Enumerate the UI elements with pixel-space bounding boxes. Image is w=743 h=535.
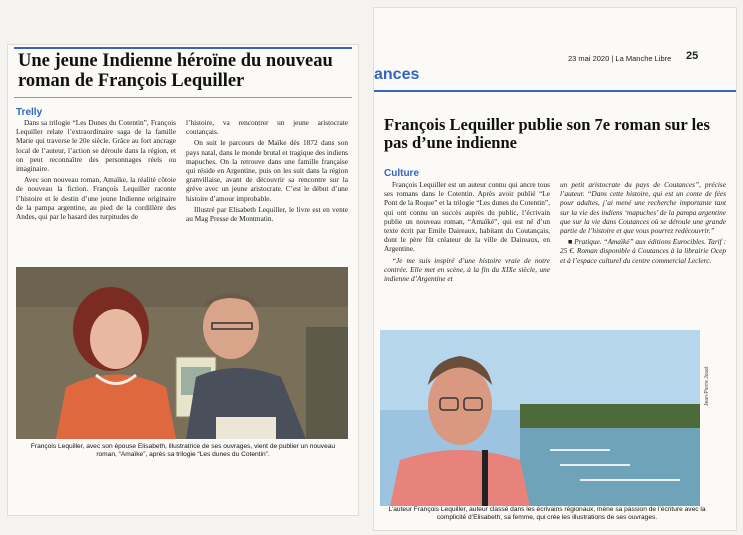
date: 23 mai 2020 [568, 54, 610, 63]
right-col-2 [560, 180, 726, 267]
paragraph: “Je me suis inspiré d’une histoire vraie de notre contrée. Elle met en scène, à la fin du XIXe siècle, une indienne d’Argentine et [384, 255, 550, 284]
right-section: Culture [384, 168, 419, 179]
header-rule [374, 90, 736, 92]
right-headline: François Lequiller publie son 7e roman sur les pas d’une indienne [384, 115, 710, 153]
left-col-1 [16, 118, 176, 223]
couple-photo [16, 267, 348, 439]
right-col-1 [384, 180, 550, 285]
section-flag: ances [374, 66, 420, 83]
left-col-2 [186, 118, 348, 225]
left-clipping [8, 45, 358, 515]
photo-credit: Jean-Pierre Jouet [704, 366, 710, 406]
right-caption: L’auteur François Lequiller, auteur classé dans les écrivains régionaux, mène sa passion de l’écriture avec la complicité d’Elisabeth, sa femme, qui crée les illustrations de ses ouvrages. [388, 506, 706, 522]
paragraph: Illustré par Elisabeth Lequiller, le livre est en vente au Mag Presse de Montmatin. [186, 204, 348, 224]
couple-photo-svg [16, 267, 348, 439]
paragraph: On suit le parcours de Maïke dès 1872 dans son pays natal, dans le monde brutal et tragique des indiens mapuches. On la retrouve dans une famille française qui réside en Argentine, puis on les suit dans la région granvillaise, avant de découvrir sa rencontre sur la grève avec un jeune aristocrate. C’est le début d’une histoire d’amour improbable. [186, 138, 348, 203]
issue-date [568, 54, 671, 63]
headline-rule [14, 97, 352, 98]
page-number: 25 [686, 50, 699, 62]
left-headline: Une jeune Indienne héroïne du nouveau roman de François Lequiller [18, 51, 333, 92]
paragraph: un petit aristocrate du pays de Coutances”, précise l’auteur. “Dans cette histoire, qui est un conte de fées pour adultes, j’ai mené une recherche importante tant sur la vie des indiens ‘mapuches’ de la pampa argentine que sur la vie dans Coutances où se déroule une grande partie de l’histoire et que vous pourrez redécouvrir.” [560, 180, 726, 236]
right-clipping [374, 8, 736, 530]
author-photo [380, 330, 700, 506]
left-caption: François Lequiller, avec son épouse Elisabeth, illustratrice de ses ouvrages, vient de publier un nouveau roman, “Amaïke”, après sa trilogie “Les dunes du Cotentin”. [30, 443, 336, 459]
left-section: Trelly [16, 107, 43, 118]
author-photo-svg [380, 330, 700, 506]
paper-name: La Manche Libre [615, 54, 672, 63]
paragraph: l’histoire, va rencontrer un jeune aristocrate coutançais. [186, 118, 348, 137]
paragraph: ■ Pratique. “Amaïké” aux éditions Eurocibles. Tarif : 25 €. Roman disponible à Coutances à la librairie Ocep et à l’espace culturel du centre commercial Leclerc. [560, 237, 726, 265]
top-rule [14, 47, 352, 49]
paragraph: Dans sa trilogie “Les Dunes du Cotentin”, François Lequiller relate l’extraordinaire saga de la famille Marie qui traverse le 20e siècle. Grâce au fort ancrage local de l’auteur, l’action se déroule dans la région, et on peut reconnaître des personnages réels ou imaginaire. [16, 118, 176, 174]
paragraph: François Lequiller est un auteur connu qui ancre tous ses romans dans le Cotentin. Après avoir publié “Le Pont de la Roque” et la trilogie “Les dunes du Cotentin”, qui ont connu un succès auprès du public, l’écrivain publie un nouveau roman, “Amaïké”, qui est né d’un texte écrit par Emile Daireaux, habitant du Coutançais, dont le père fût créateur de la ville de Daireaux, en Argentine. [384, 180, 550, 254]
paragraph: Avec son nouveau roman, Amaïke, la réalité côtoie de nouveau la fiction. François Lequiller raconte l’histoire et le destin d’une jeune Indienne originaire de la pampa argentine, au pied de la cordillère des Andes, qui par le hasard des turpitudes de [16, 175, 176, 222]
separator: | [611, 54, 616, 63]
